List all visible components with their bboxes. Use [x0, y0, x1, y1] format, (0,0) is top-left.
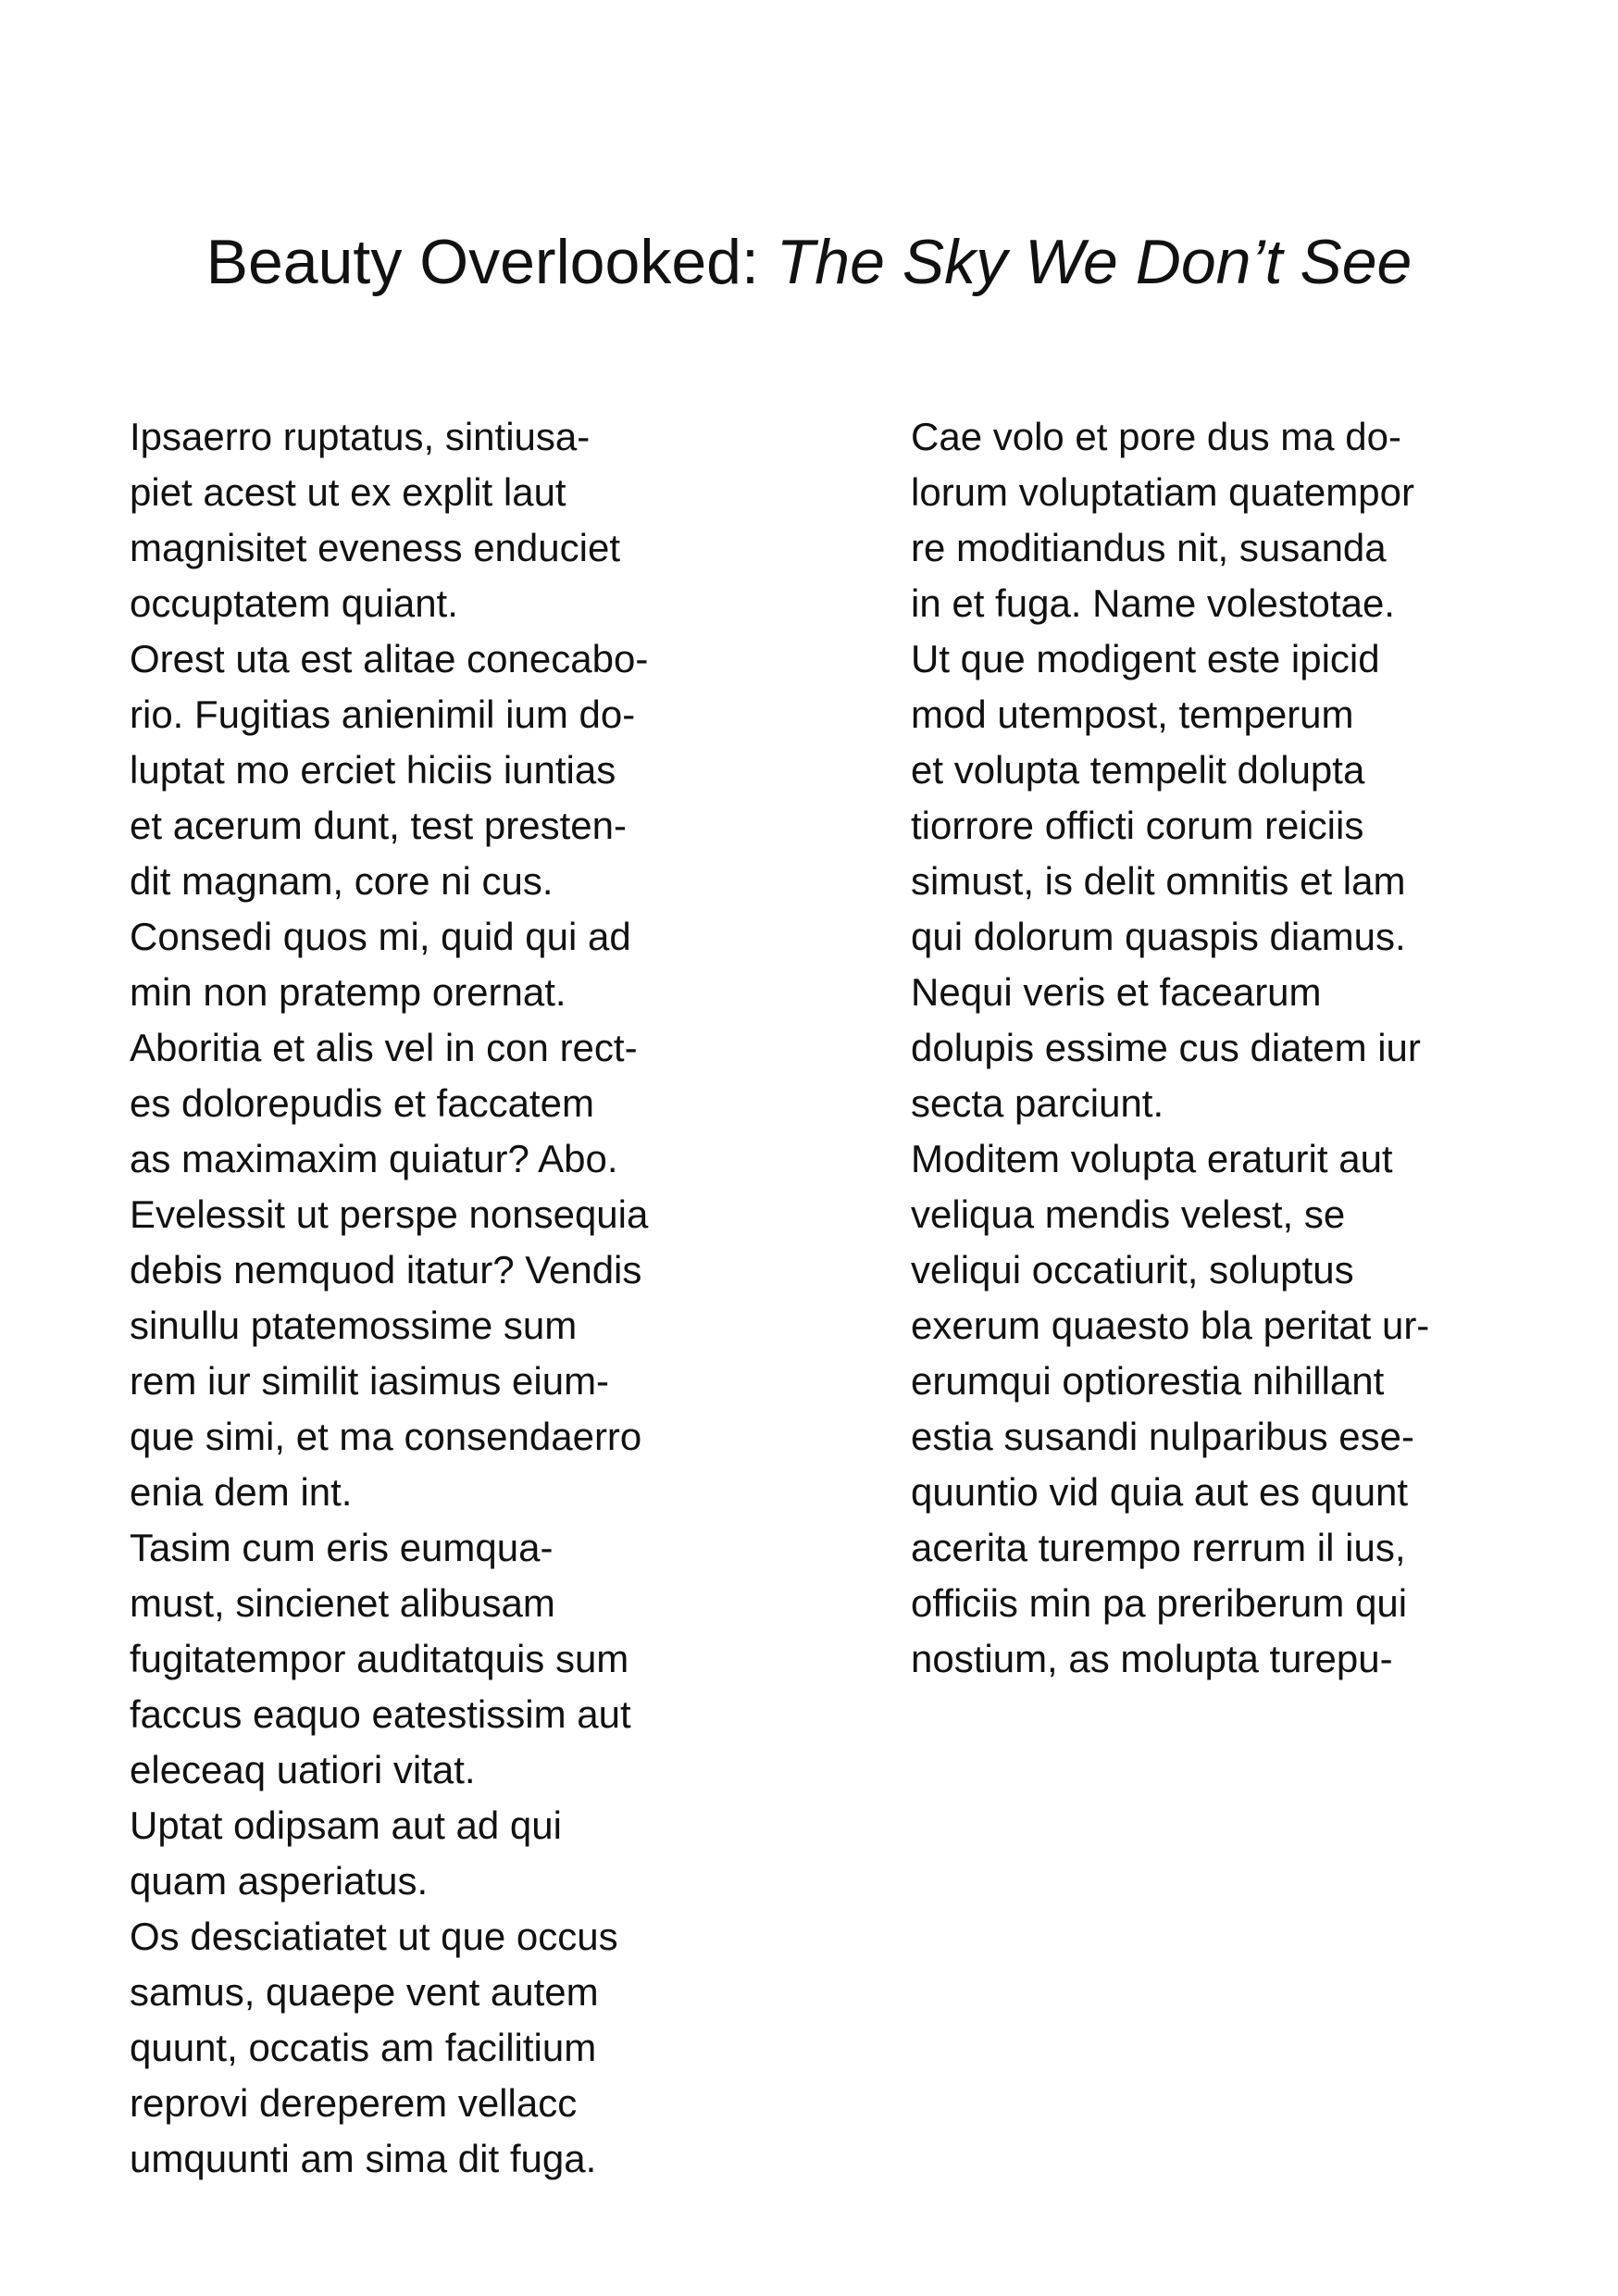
text-line: min non pratemp orernat.: [130, 970, 566, 1014]
text-line: Evelessit ut perspe nonsequia: [130, 1192, 649, 1236]
text-line: Tasim cum eris eumqua-: [130, 1526, 554, 1569]
text-line: rio. Fugitias anienimil ium do-: [130, 693, 636, 736]
text-line: faccus eaquo eatestissim aut: [130, 1692, 631, 1736]
text-column-left: [130, 409, 741, 2187]
text-line: mod utempost, temperum: [911, 693, 1354, 736]
text-line: Consedi quos mi, quid qui ad: [130, 915, 631, 958]
text-line: samus, quaepe vent autem: [130, 1970, 599, 2014]
text-line: re moditiandus nit, susanda: [911, 526, 1387, 569]
text-line: Cae volo et pore dus ma do-: [911, 415, 1401, 458]
title-subtitle: The Sky We Don’t See: [776, 226, 1413, 297]
text-line: et volupta tempelit dolupta: [911, 748, 1365, 792]
text-line: rem iur similit iasimus eium-: [130, 1359, 610, 1403]
text-line: eleceaq uatiori vitat.: [130, 1748, 476, 1791]
text-line: Ut que modigent este ipicid: [911, 637, 1380, 680]
text-line: Orest uta est alitae conecabo-: [130, 637, 649, 680]
text-line: Nequi veris et facearum: [911, 970, 1322, 1014]
title-main: Beauty Overlooked:: [205, 226, 777, 297]
text-line: dolupis essime cus diatem iur: [911, 1026, 1421, 1069]
text-line: officiis min pa preriberum qui: [911, 1581, 1408, 1625]
text-line: piet acest ut ex explit laut: [130, 470, 566, 514]
text-line: reprovi dereperem vellacc: [130, 2081, 578, 2125]
text-line: Moditem volupta eraturit aut: [911, 1137, 1393, 1180]
text-line: veliqui occatiurit, soluptus: [911, 1248, 1354, 1292]
text-line: fugitatempor auditatquis sum: [130, 1637, 629, 1680]
text-line: dit magnam, core ni cus.: [130, 859, 554, 903]
text-line: secta parciunt.: [911, 1081, 1164, 1125]
text-line: estia susandi nulparibus ese-: [911, 1415, 1414, 1458]
text-column-right: [911, 409, 1522, 1687]
text-line: debis nemquod itatur? Vendis: [130, 1248, 642, 1292]
text-line: luptat mo erciet hiciis iuntias: [130, 748, 616, 792]
text-line: in et fuga. Name volestotae.: [911, 581, 1395, 625]
text-line: quunt, occatis am facilitium: [130, 2026, 597, 2069]
text-line: que simi, et ma consendaerro: [130, 1415, 642, 1458]
text-line: tiorrore officti corum reiciis: [911, 804, 1364, 847]
text-line: Ipsaerro ruptatus, sintiusa-: [130, 415, 591, 458]
text-line: Os desciatiatet ut que occus: [130, 1915, 618, 1958]
text-line: nostium, as molupta turepu-: [911, 1637, 1393, 1680]
text-line: simust, is delit omnitis et lam: [911, 859, 1406, 903]
text-line: quam asperiatus.: [130, 1859, 429, 1903]
text-line: et acerum dunt, test presten-: [130, 804, 627, 847]
text-line: as maximaxim quiatur? Abo.: [130, 1137, 618, 1180]
text-line: enia dem int.: [130, 1470, 353, 1514]
text-line: umquunti am sima dit fuga.: [130, 2137, 597, 2180]
text-line: erumqui optiorestia nihillant: [911, 1359, 1385, 1403]
page-title: [0, 220, 1618, 304]
text-line: Aboritia et alis vel in con rect-: [130, 1026, 638, 1069]
text-line: occuptatem quiant.: [130, 581, 458, 625]
text-line: magnisitet eveness enduciet: [130, 526, 620, 569]
text-line: qui dolorum quaspis diamus.: [911, 915, 1406, 958]
text-line: Uptat odipsam aut ad qui: [130, 1803, 562, 1847]
text-line: must, sincienet alibusam: [130, 1581, 555, 1625]
text-line: veliqua mendis velest, se: [911, 1192, 1346, 1236]
text-line: lorum voluptatiam quatempor: [911, 470, 1414, 514]
text-line: acerita turempo rerrum il ius,: [911, 1526, 1406, 1569]
text-line: sinullu ptatemossime sum: [130, 1304, 578, 1347]
text-line: es dolorepudis et faccatem: [130, 1081, 594, 1125]
text-line: exerum quaesto bla peritat ur-: [911, 1304, 1430, 1347]
text-line: quuntio vid quia aut es quunt: [911, 1470, 1409, 1514]
